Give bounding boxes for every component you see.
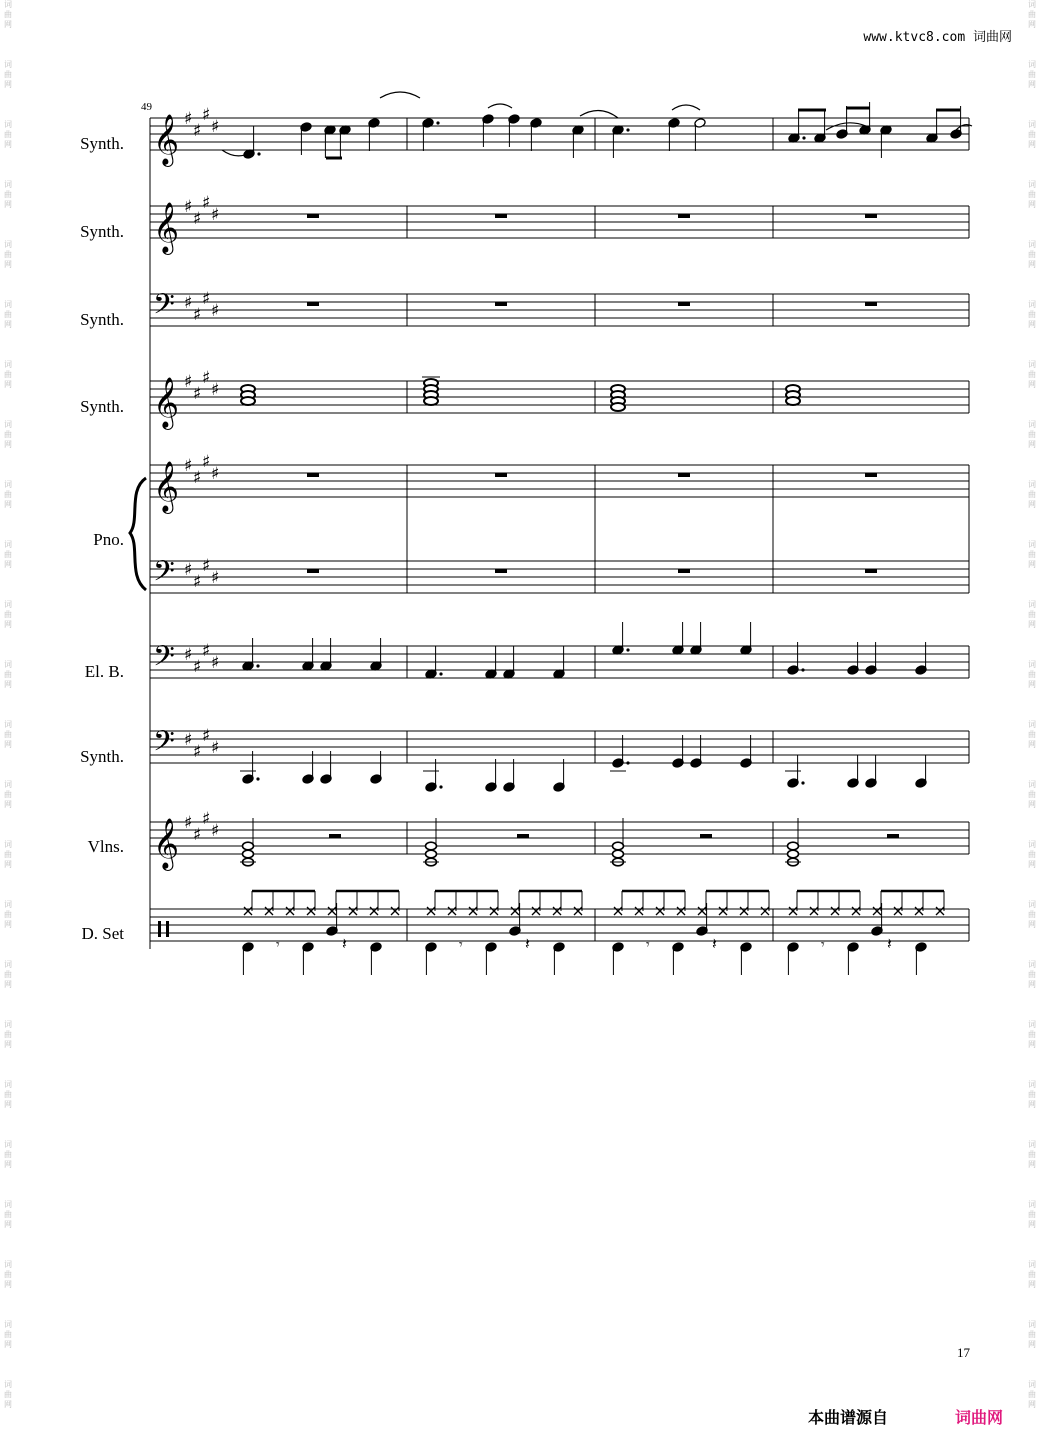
treble-clef-icon: 𝄞 (153, 114, 180, 165)
half-note-head (613, 850, 624, 858)
sharp-icon: ♯ (211, 568, 220, 588)
quarter-rest-icon: 𝄽 (887, 934, 892, 953)
sharp-icon: ♯ (193, 742, 202, 762)
label-synth-3: Synth. (80, 310, 124, 329)
label-synth-4: Synth. (80, 397, 124, 416)
sharp-icon: ♯ (193, 305, 202, 325)
quarter-rest-icon: 𝄽 (525, 934, 530, 953)
sharp-icon: ♯ (184, 456, 193, 476)
sharp-icon: ♯ (193, 209, 202, 229)
eighth-rest-icon: 𝄾 (459, 937, 463, 953)
sharp-icon: ♯ (202, 556, 211, 576)
label-synth-5: Synth. (80, 747, 124, 766)
bass-clef-icon: 𝄢 (153, 555, 175, 595)
half-rest-icon (329, 834, 341, 838)
eighth-rest-icon: 𝄾 (276, 937, 280, 953)
percussion-clef-icon (166, 921, 169, 937)
sharp-icon: ♯ (184, 293, 193, 313)
dot (801, 781, 804, 784)
sharp-icon: ♯ (202, 726, 211, 746)
half-rest-icon (700, 834, 712, 838)
footer-source-site: 词曲网 (955, 1408, 1004, 1427)
sharp-icon: ♯ (202, 368, 211, 388)
percussion-clef-icon (158, 921, 161, 937)
whole-rest-icon (865, 214, 877, 218)
whole-rest-icon (495, 569, 507, 573)
whole-rest-icon (678, 214, 690, 218)
sharp-icon: ♯ (193, 121, 202, 141)
label-electric-bass: El. B. (84, 662, 124, 681)
eighth-rest-icon: 𝄾 (821, 937, 825, 953)
whole-note-head (611, 403, 625, 411)
tie (380, 92, 420, 98)
sharp-icon: ♯ (193, 468, 202, 488)
quarter-rest-icon: 𝄽 (712, 934, 717, 953)
watermark-left: 词 曲 网 词 曲 网 词 曲 网 词 曲 网 词 曲 网 词 曲 网 词 曲 网 词 曲 网 词 曲 网 词 曲 网 词 曲 网 词 曲 网 词 曲 网 词 曲 网 词 曲 网 词 曲 网 词 曲 网 词 曲 网 词 曲 网 词 曲 网 词 曲 网 词 曲 网 词 曲 网 词 曲 网 (4, 0, 12, 1409)
sharp-icon: ♯ (202, 105, 211, 125)
sharp-icon: ♯ (202, 641, 211, 661)
sharp-icon: ♯ (184, 197, 193, 217)
whole-note-head (241, 397, 255, 405)
sharp-icon: ♯ (193, 825, 202, 845)
sharp-icon: ♯ (211, 464, 220, 484)
dot (256, 664, 259, 667)
sharp-icon: ♯ (202, 809, 211, 829)
half-note-head (243, 850, 254, 858)
whole-rest-icon (495, 214, 507, 218)
treble-clef-icon: 𝄞 (153, 818, 180, 869)
sharp-icon: ♯ (184, 109, 193, 129)
footer-source-label: 本曲谱源自 (808, 1408, 889, 1427)
whole-rest-icon (307, 214, 319, 218)
site-name: 词曲网 (972, 30, 1012, 45)
whole-note-head (786, 397, 800, 405)
page-number: 17 (957, 1345, 970, 1360)
dot (439, 785, 442, 788)
sharp-icon: ♯ (211, 205, 220, 225)
bass-clef-icon: 𝄢 (153, 725, 175, 765)
half-note-head (788, 850, 799, 858)
whole-rest-icon (678, 302, 690, 306)
whole-rest-icon (495, 473, 507, 477)
dot (626, 648, 629, 651)
sharp-icon: ♯ (184, 730, 193, 750)
sharp-icon: ♯ (184, 813, 193, 833)
watermark-right: 词 曲 网 词 曲 网 词 曲 网 词 曲 网 词 曲 网 词 曲 网 词 曲 网 词 曲 网 词 曲 网 词 曲 网 词 曲 网 词 曲 网 词 曲 网 词 曲 网 词 曲 网 词 曲 网 词 曲 网 词 曲 网 词 曲 网 词 曲 网 词 曲 网 词 曲 网 词 曲 网 词 曲 网 (1028, 0, 1036, 1409)
label-synth-2: Synth. (80, 222, 124, 241)
dot (439, 672, 442, 675)
tie (488, 104, 512, 108)
label-violins: Vlns. (87, 837, 124, 856)
whole-rest-icon (865, 302, 877, 306)
sharp-icon: ♯ (211, 738, 220, 758)
sharp-icon: ♯ (184, 645, 193, 665)
sharp-icon: ♯ (193, 384, 202, 404)
treble-clef-icon: 𝄞 (153, 377, 180, 428)
tie (580, 110, 618, 118)
sharp-icon: ♯ (193, 657, 202, 677)
tie (672, 105, 700, 110)
half-rest-icon (517, 834, 529, 838)
half-rest-icon (887, 834, 899, 838)
dot (256, 777, 259, 780)
whole-rest-icon (307, 302, 319, 306)
sharp-icon: ♯ (211, 380, 220, 400)
label-piano: Pno. (93, 530, 124, 549)
treble-clef-icon: 𝄞 (153, 202, 180, 253)
dot (257, 152, 260, 155)
eighth-rest-icon: 𝄾 (646, 937, 650, 953)
quarter-rest-icon: 𝄽 (342, 934, 347, 953)
dot (626, 128, 629, 131)
whole-rest-icon (678, 473, 690, 477)
bass-clef-icon: 𝄢 (153, 640, 175, 680)
dot (802, 136, 805, 139)
site-url: www.ktvc8.com (863, 30, 966, 45)
sharp-icon: ♯ (211, 301, 220, 321)
measure-number: 49 (141, 101, 152, 113)
sharp-icon: ♯ (211, 821, 220, 841)
sharp-icon: ♯ (202, 193, 211, 213)
whole-rest-icon (865, 473, 877, 477)
whole-rest-icon (678, 569, 690, 573)
whole-note-head (424, 397, 438, 405)
sharp-icon: ♯ (211, 117, 220, 137)
half-note-head (788, 842, 799, 850)
whole-rest-icon (307, 569, 319, 573)
dot (801, 668, 804, 671)
sharp-icon: ♯ (202, 289, 211, 309)
half-note-head (613, 842, 624, 850)
sharp-icon: ♯ (184, 372, 193, 392)
sharp-icon: ♯ (193, 572, 202, 592)
label-drum-set: D. Set (81, 924, 124, 943)
dot (626, 761, 629, 764)
dot (436, 121, 439, 124)
bass-clef-icon: 𝄢 (153, 288, 175, 328)
piano-brace-icon (130, 478, 146, 590)
whole-rest-icon (495, 302, 507, 306)
sharp-icon: ♯ (211, 653, 220, 673)
sharp-icon: ♯ (202, 452, 211, 472)
sharp-icon: ♯ (184, 560, 193, 580)
whole-rest-icon (865, 569, 877, 573)
treble-clef-icon: 𝄞 (153, 461, 180, 512)
half-note-head (243, 842, 254, 850)
label-synth-1: Synth. (80, 134, 124, 153)
half-note-head (426, 842, 437, 850)
tie (956, 125, 972, 130)
whole-rest-icon (307, 473, 319, 477)
half-note-head (426, 850, 437, 858)
